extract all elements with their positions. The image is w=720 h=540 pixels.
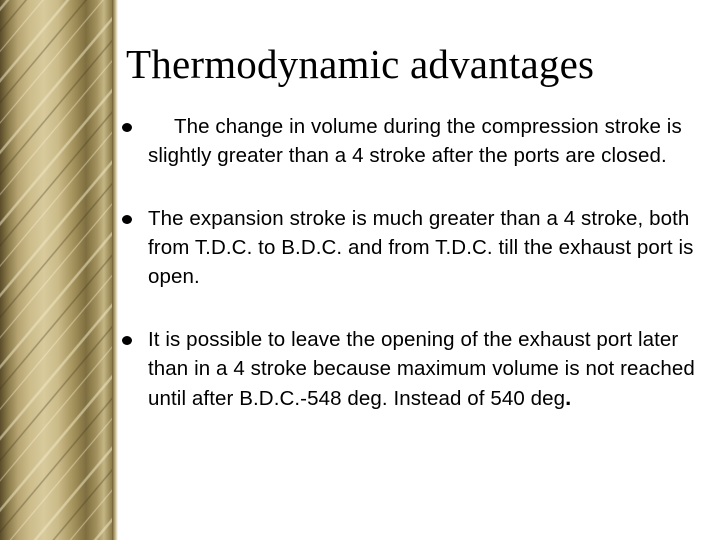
bullet-dot-icon: [122, 123, 132, 132]
bullet-text: The expansion stroke is much greater than a 4 stroke, both from T.D.C. to B.D.C. and from T.D.C. till the exhaust port is open.: [148, 207, 694, 288]
bullet-dot-icon: [122, 336, 132, 345]
bullet-tail-period: .: [565, 385, 572, 410]
bullet-item: [118, 112, 698, 170]
decorative-texture-band: [0, 0, 112, 540]
bullet-list: [118, 112, 698, 447]
bullet-text: It is possible to leave the opening of the exhaust port later than in a 4 stroke because maximum volume is not reached until after B.D.C.-548 deg. Instead of 540 deg: [148, 328, 695, 410]
slide-title: Thermodynamic advantages: [126, 41, 595, 87]
bullet-item: [118, 325, 698, 413]
bullet-text: The change in volume during the compression stroke is slightly greater than a 4 stroke after the ports are closed.: [148, 115, 682, 167]
diagonal-stripe-pattern: [0, 0, 112, 540]
bullet-item: [118, 204, 698, 291]
bullet-dot-icon: [122, 215, 132, 224]
